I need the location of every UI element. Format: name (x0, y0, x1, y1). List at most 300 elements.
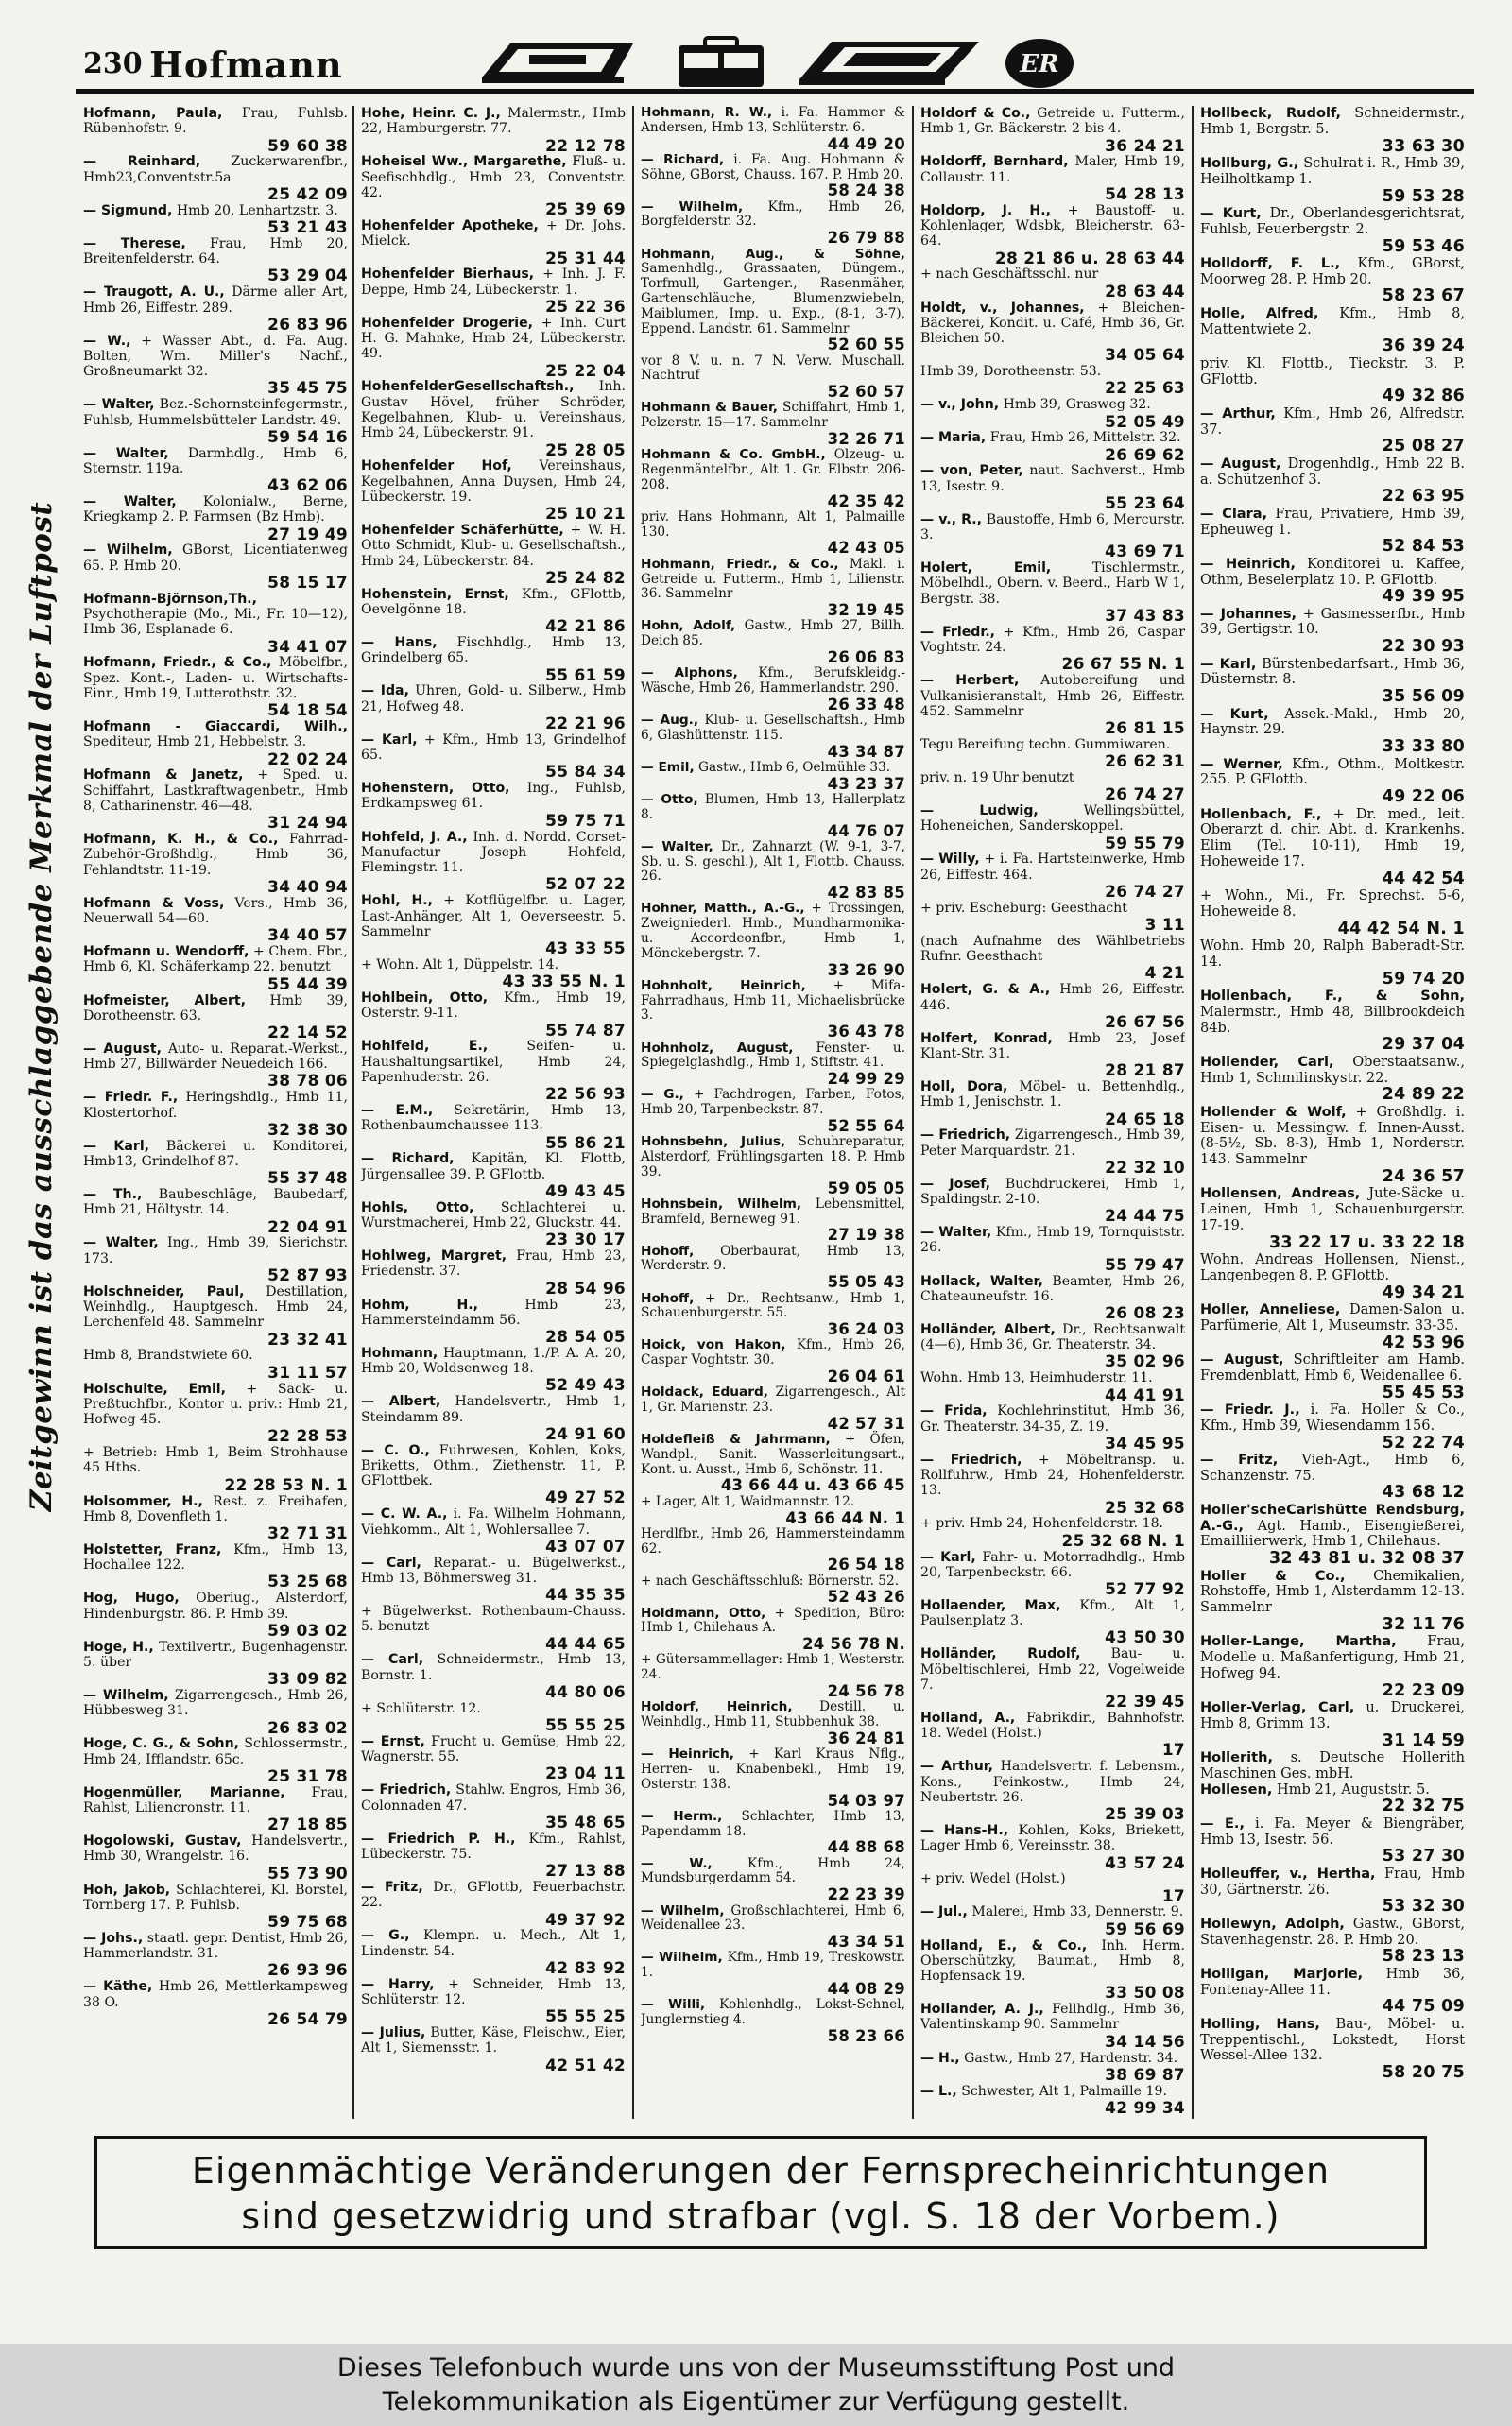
entry-phone: 22 23 09 (1382, 1680, 1465, 1700)
entry-name: — Aug., (641, 713, 699, 729)
entry-name: Holdmann, Otto, (641, 1605, 766, 1621)
entry-details: Handelsvertr., Hmb 30, Wrangelstr. 16. (83, 1833, 348, 1865)
directory-entry (1200, 206, 1465, 256)
entry-name: Hofmann-Björnson,Th., (83, 591, 257, 607)
directory-entry (1200, 1782, 1465, 1816)
entry-name: Hofmeister, Albert, (83, 992, 247, 1008)
directory-entry (641, 714, 905, 761)
notice-banner (94, 2136, 1427, 2249)
entry-name: Holsommer, H., (83, 1493, 203, 1509)
directory-entry (1200, 1252, 1465, 1302)
entry-phone: 42 83 85 (827, 884, 905, 903)
entry-details: Bez.-Schornsteinfegermstr., Fuhlsb, Hummelsbütteler Landstr. 49. (83, 397, 348, 428)
directory-entry (920, 2002, 1185, 2050)
entry-name: — Ludwig, (920, 803, 1039, 819)
entry-name: — Heinrich, (641, 1746, 734, 1763)
directory-entry (1200, 156, 1465, 206)
entry-details: + Bleichen-Bäckerei, Kondit. u. Café, Hmb 36, Gr. Bleichen 50. (920, 300, 1185, 347)
entry-phone: 33 33 80 (1382, 737, 1465, 757)
directory-entry (361, 1151, 626, 1199)
column-2 (361, 106, 626, 2119)
entry-phone: 25 32 68 N. 1 (1061, 1530, 1185, 1550)
entry-name: Hohnholt, Heinrich, (641, 977, 806, 993)
entry-phone: 52 49 43 (545, 1375, 626, 1395)
entry-name: — Reinhard, (83, 154, 201, 170)
entry-details: Möbelfbr., Spez. Kont.-, Laden- u. Wirtschafts-Einr., Hmb 19, Lutterothstr. 32. (83, 655, 348, 701)
entry-name: Hollewyn, Adolph, (1200, 1915, 1345, 1932)
entry-phone: 24 56 78 N. (802, 1635, 905, 1654)
entry-phone: 55 79 47 (1105, 1254, 1185, 1274)
entry-details: Handelsvertr., Hmb 1, Steindamm 89. (361, 1394, 626, 1425)
directory-entry (83, 1090, 348, 1138)
directory-entry (361, 316, 626, 380)
directory-entry (641, 1607, 905, 1654)
directory-entry (83, 1833, 348, 1882)
page-header (76, 36, 1474, 91)
directory-entry (920, 770, 1185, 803)
entry-phone: 42 51 42 (545, 2055, 626, 2074)
directory-entry (920, 1177, 1185, 1225)
entry-details: Jute-Säcke u. Leinen, Hmb 1, Schauenburgerstr. 17-19. (1200, 1185, 1465, 1233)
entry-details: vor 8 V. u. n. 7 N. Verw. Muschall. Nachtruf (641, 353, 905, 384)
entry-phone: 26 06 83 (827, 647, 905, 666)
entry-phone: 58 23 66 (827, 2026, 905, 2045)
entry-details: + Mifa-Fahrradhaus, Hmb 11, Michaelisbrücke 3. (641, 977, 905, 1024)
entry-phone: 59 74 20 (1382, 969, 1465, 989)
entry-phone: 54 03 97 (827, 1791, 905, 1810)
directory-entry (1200, 1453, 1465, 1503)
entry-details: Frau, Rahlst, Liliencronstr. 11. (83, 1784, 348, 1816)
entry-details: Hmb 26, Mettlerkampsweg 38 O. (83, 1979, 348, 2010)
entry-name: — von, Peter, (920, 463, 1023, 479)
entry-phone: 35 02 96 (1105, 1351, 1185, 1371)
entry-name: Holländer, Albert, (920, 1321, 1056, 1337)
entry-details: Frau, Privatiere, Hmb 39, Epheuweg 1. (1200, 505, 1465, 538)
entry-name: — Johs., (83, 1930, 144, 1946)
entry-phone: 42 21 86 (545, 616, 626, 636)
entry-phone: 26 93 96 (267, 1960, 348, 1980)
entry-details: + Chem. Fbr., Hmb 6, Kl. Schäferkamp 22. benutzt (83, 944, 348, 975)
entry-phone: 52 05 49 (1105, 411, 1185, 431)
entry-name: — Jul., (920, 1904, 968, 1920)
entry-name: — Heinrich, (1200, 555, 1296, 572)
entry-details: Hmb 20, Lenhartzstr. 3. (176, 202, 338, 218)
entry-name: — Arthur, (920, 1759, 994, 1775)
entry-phone: 31 14 59 (1382, 1730, 1465, 1750)
directory-entry (920, 1403, 1185, 1452)
entry-details: + Kfm., Hmb 26, Caspar Voghtstr. 24. (920, 624, 1185, 656)
directory-entry (361, 1782, 626, 1831)
directory-entry (361, 458, 626, 523)
directory-entry (83, 896, 348, 944)
entry-name: — August, (1200, 455, 1281, 472)
archive-footer (0, 2344, 1512, 2426)
directory-entry (920, 1225, 1185, 1273)
entry-name: — W., (83, 333, 131, 349)
directory-entry (920, 673, 1185, 737)
entry-phone: 44 44 65 (545, 1633, 626, 1653)
entry-details: Frau, Fuhlsb. Rübenhofstr. 9. (83, 106, 348, 137)
entry-phone: 44 41 91 (1105, 1385, 1185, 1404)
directory-entry (83, 1445, 348, 1493)
entry-details: Wohn. Hmb 13, Heimhuderstr. 11. (920, 1370, 1153, 1386)
directory-entry (361, 990, 626, 1039)
entry-phone: 59 53 28 (1382, 186, 1465, 206)
entry-details: Wohn. Andreas Hollensen, Nienst., Langenbegen 8. P. GFlottb. (1200, 1251, 1465, 1283)
entry-details: + Bügelwerkst. Rothenbaum-Chauss. 5. benutzt (361, 1604, 626, 1635)
directory-entry (83, 334, 348, 398)
directory-entry (641, 1747, 905, 1810)
entry-details: Dr., Zahnarzt (W. 9-1, 3-7, Sb. u. S. geschl.), Alt 1, Flottb. Chauss. 26. (641, 838, 905, 885)
entry-details: Heringshdlg., Hmb 11, Klostertorhof. (83, 1090, 348, 1121)
directory-entry (641, 106, 905, 153)
entry-name: Hohmann & Co. GmbH., (641, 447, 826, 463)
entry-phone: 24 65 18 (1105, 1109, 1185, 1128)
entry-details: Kfm., Hmb 19, Treskowstr. 1. (641, 1950, 905, 1981)
entry-name: — Willi, (641, 1997, 706, 2013)
entry-phone: 37 43 83 (1105, 606, 1185, 626)
entry-details: Bau- u. Möbeltischlerei, Hmb 22, Vogelweide 7. (920, 1646, 1185, 1693)
entry-name: Holl, Dora, (920, 1079, 1008, 1095)
directory-entry (641, 1338, 905, 1385)
directory-entry (920, 1938, 1185, 2003)
entry-phone: 36 43 78 (827, 1023, 905, 1041)
entry-name: Hohn, Adolf, (641, 618, 736, 634)
entry-phone: 43 68 12 (1382, 1483, 1465, 1503)
entry-details: Gastw., Hmb 6, Oelmühle 33. (698, 759, 891, 775)
entry-phone: 22 28 53 (267, 1426, 348, 1446)
entry-details: Kfm., Hmb 19, Osterstr. 9-11. (361, 989, 626, 1022)
entry-name: HohenfelderGesellschaftsh., (361, 379, 575, 395)
entry-details: i. Fa. Wilhelm Hohmann, Viehkomm., Alt 1, Wohlersallee 7. (361, 1506, 626, 1538)
column-divider (1192, 106, 1194, 2119)
directory-entry (920, 2084, 1185, 2117)
entry-phone: 55 45 53 (1382, 1383, 1465, 1402)
entry-details: Fahrrad-Zubehör-Großhdlg., Hmb 36, Fehlandtstr. 11-19. (83, 832, 348, 878)
entry-name: — H., (920, 2050, 960, 2066)
directory-entry (361, 106, 626, 154)
entry-details: Hmb 26, Eiffestr. 446. (920, 982, 1185, 1013)
directory-entry (920, 1598, 1185, 1646)
directory-entry (1200, 256, 1465, 306)
directory-entry (83, 1640, 348, 1688)
monogram-logo (1002, 36, 1077, 91)
entry-phone: 28 63 44 (1105, 281, 1185, 301)
directory-entry (1200, 1634, 1465, 1700)
entry-phone: 43 33 55 N. 1 (502, 972, 626, 991)
entry-details: Baustoffe, Hmb 6, Mercurstr. 3. (920, 511, 1185, 543)
entry-details: Seifen- u. Haushaltungsartikel, Hmb 24, Papenhuderstr. 26. (361, 1039, 626, 1085)
entry-details: Klub- u. Gesellschaftsh., Hmb 6, Glashüttenstr. 115. (641, 713, 905, 743)
directory-entry (641, 1088, 905, 1135)
directory-entry (1200, 707, 1465, 757)
directory-entry (1200, 557, 1465, 607)
entry-details: i. Fa. Meyer & Biengräber, Hmb 13, Isestr. 56. (1200, 1815, 1465, 1848)
entry-name: Hohoff, (641, 1243, 695, 1259)
entry-name: — Albert, (361, 1394, 441, 1410)
entry-details: Uhren, Gold- u. Silberw., Hmb 21, Hofweg 48. (361, 683, 626, 714)
entry-name: — Wilhelm, (641, 198, 744, 215)
entry-phone: 44 42 54 N. 1 (1337, 919, 1465, 938)
entry-phone: 52 84 53 (1382, 537, 1465, 557)
entry-phone: 49 43 45 (545, 1180, 626, 1200)
directory-entry (920, 901, 1185, 934)
entry-details: + Dr. med., leit. Oberarzt d. chir. Abt. d. Krankenhs. Elim (Tel. 10-11), Hmb 19, Hoheweide 17. (1200, 805, 1465, 869)
entry-name: Hohmann, Friedr., & Co., (641, 556, 839, 572)
directory-entry (1200, 1402, 1465, 1453)
entry-name: Hofmann u. Wendorff, (83, 944, 249, 960)
entry-name: — Walter, (83, 397, 155, 413)
entry-details: Samenhdlg., Grassaaten, Düngem., Torfmull, Gartenger., Rasenmäher, Gartenschläuche, Blumenzwiebeln, Maiblumen, Imp. u. Exp., (8-1, 3-7), Eppend. Landstr. 61. Sammelnr (641, 261, 905, 336)
directory-entry (83, 1348, 348, 1381)
sidebar-slogan (13, 284, 70, 1729)
entry-phone: 43 07 07 (545, 1536, 626, 1556)
entry-phone: 59 05 05 (827, 1179, 905, 1197)
directory-entry (641, 1700, 905, 1747)
entry-details: Stahlw. Engros, Hmb 36, Colonnaden 47. (361, 1782, 626, 1814)
entry-phone: 36 24 21 (1105, 135, 1185, 155)
entry-name: Hog, Hugo, (83, 1591, 180, 1607)
entry-phone: 25 22 04 (545, 360, 626, 380)
directory-entry (920, 1079, 1185, 1127)
entry-phone: 34 45 95 (1105, 1433, 1185, 1453)
entry-phone: 49 27 52 (545, 1488, 626, 1507)
entry-name: Hollander, A. J., (920, 2002, 1044, 2018)
entry-phone: 59 75 71 (545, 810, 626, 830)
directory-entry (920, 301, 1185, 365)
svg-text:ER: ER (1020, 50, 1059, 78)
directory-entry (361, 1928, 626, 1976)
entry-name: Hoge, H., (83, 1639, 154, 1655)
entry-name: — Käthe, (83, 1979, 153, 1995)
entry-name: Holleuffer, v., Hertha, (1200, 1865, 1376, 1882)
entry-phone: 25 08 27 (1382, 437, 1465, 456)
entry-name: — Clara, (1200, 505, 1268, 522)
entry-name: Hofmann & Janetz, (83, 767, 244, 783)
entry-details: Gastw., Hmb 27, Billh. Deich 85. (641, 618, 905, 649)
entry-details: Inh. Gustav Hövel, früher Schröder, Kegelbahnen, Klub- u. Vereinshaus, Hmb 24, Lübeckerstr. 91. (361, 379, 626, 441)
entry-details: Kfm., Rahlst, Lübeckerstr. 75. (361, 1831, 626, 1862)
entry-phone: 23 32 41 (267, 1329, 348, 1349)
entry-name: Hohlfeld, E., (361, 1039, 489, 1055)
directory-entry (1200, 456, 1465, 507)
directory-entry (83, 1736, 348, 1784)
entry-details: Schneidermstr., Hmb 1, Bergstr. 5. (1200, 106, 1465, 137)
entry-name: Holdefleiß & Jahrmann, (641, 1432, 831, 1448)
entry-details: + Wohn. Alt 1, Düppelstr. 14. (361, 956, 559, 972)
entry-details: Kfm., Berufskleidg.-Wäsche, Hmb 26, Hammerlandstr. 290. (641, 665, 905, 697)
entry-phone: 28 21 86 u. 28 63 44 (994, 248, 1185, 267)
entry-details: Zigarrengesch., Hmb 39, Peter Marquardstr. 21. (920, 1127, 1185, 1159)
entry-phone: 32 38 30 (267, 1119, 348, 1139)
directory-entry (641, 902, 905, 978)
entry-details: + Kfm., Hmb 13, Grindelhof 65. (361, 731, 626, 764)
column-3 (641, 106, 905, 2119)
entry-name: Hollenbach, F., & Sohn, (1200, 988, 1465, 1005)
entry-name: — Maria, (920, 430, 987, 446)
entry-name: Hohlbein, Otto, (361, 989, 489, 1006)
entry-details: Schlachterei, Kl. Borstel, Tornberg 17. P. Fuhlsb. (83, 1882, 348, 1913)
directory-entry (641, 1433, 905, 1495)
entry-name: Holstetter, Franz, (83, 1541, 222, 1557)
entry-name: Holdorf & Co., (920, 106, 1031, 121)
entry-name: — Karl, (1200, 655, 1257, 672)
directory-entry (361, 1394, 626, 1442)
entry-phone: 55 86 21 (545, 1132, 626, 1152)
entry-details: Großschlachterei, Hmb 6, Weidenallee 23. (641, 1902, 905, 1934)
entry-name: — Walter, (641, 838, 713, 854)
directory-columns (83, 106, 1470, 2126)
entry-details: Drogenhdlg., Hmb 22 B. a. Schützenhof 3. (1200, 455, 1465, 488)
entry-name: Hohls, Otto, (361, 1199, 474, 1215)
entry-name: — Friedr., (920, 624, 996, 640)
directory-entry (83, 1041, 348, 1090)
entry-name: — Arthur, (1200, 404, 1276, 422)
entry-details: + nach Geschäftsschl. nur (920, 267, 1099, 283)
column-5 (1200, 106, 1465, 2119)
entry-details: Getreide u. Futterm., Hmb 1, Gr. Bäckerstr. 2 bis 4. (920, 106, 1185, 137)
entry-name: Hogolowski, Gustav, (83, 1833, 242, 1850)
directory-entry (1200, 1967, 1465, 2017)
entry-name: Holler-Verlag, Carl, (1200, 1699, 1355, 1716)
directory-entry (361, 893, 626, 957)
entry-name: Hohenstein, Ernst, (361, 586, 509, 602)
directory-entry (1200, 888, 1465, 938)
directory-entry (641, 1857, 905, 1904)
entry-phone: 23 04 11 (545, 1764, 626, 1783)
directory-entry (361, 635, 626, 683)
directory-entry (641, 1653, 905, 1700)
entry-details: + Lager, Alt 1, Waidmannstr. 12. (641, 1493, 855, 1509)
entry-name: Holert, Emil, (920, 560, 1052, 576)
entry-name: — W., (641, 1855, 713, 1871)
entry-name: — E., (1200, 1815, 1245, 1832)
entry-name: — Walter, (920, 1225, 992, 1241)
directory-entry (641, 1574, 905, 1607)
entry-phone: 25 32 68 (1105, 1497, 1185, 1517)
entry-phone: 26 74 27 (1105, 784, 1185, 804)
entry-name: — Richard, (641, 151, 725, 167)
entry-phone: 4 21 (1144, 963, 1185, 983)
directory-entry (641, 401, 905, 448)
entry-phone: 44 76 07 (827, 821, 905, 840)
entry-details: Kfm., Hmb 19, Tornquiststr. 26. (920, 1225, 1185, 1256)
entry-phone: 29 37 04 (1382, 1035, 1465, 1055)
entry-name: — Fritz, (361, 1880, 423, 1895)
directory-entry (1200, 1503, 1465, 1569)
entry-name: Holschulte, Emil, (83, 1381, 227, 1397)
entry-details: Wohn. Hmb 20, Ralph Baberadt-Str. 14. (1200, 938, 1465, 970)
directory-entry (641, 558, 905, 620)
directory-entry (920, 1322, 1185, 1370)
entry-name: Hollensen, Andreas, (1200, 1185, 1361, 1202)
entry-phone: 59 53 46 (1382, 236, 1465, 256)
directory-entry (83, 203, 348, 236)
entry-details: Kolonialw., Berne, Kriegkamp 2. P. Farmsen (Bz Hmb). (83, 494, 348, 525)
entry-phone: 36 39 24 (1382, 336, 1465, 356)
entry-details: Möbel- u. Bettenhdlg., Hmb 1, Jenischstr. 1. (920, 1079, 1185, 1110)
entry-details: Dr., GFlottb, Feuerbachstr. 22. (361, 1880, 626, 1911)
entry-details: Frau, Hmb 30, Gärtnerstr. 26. (1200, 1865, 1465, 1898)
entry-name: — Karl, (361, 731, 418, 748)
entry-phone: 33 50 08 (1105, 1983, 1185, 2003)
entry-name: — Ernst, (361, 1733, 425, 1749)
entry-details: Kochlehrinstitut, Hmb 36, Gr. Theaterstr. 34-35, Z. 19. (920, 1403, 1185, 1435)
entry-phone: 34 40 94 (267, 876, 348, 896)
directory-entry (641, 1951, 905, 1998)
entry-phone: 32 43 81 u. 32 08 37 (1268, 1549, 1465, 1569)
entry-name: Holert, G. & A., (920, 982, 1051, 998)
directory-entry (1200, 306, 1465, 356)
entry-name: Hollender & Wolf, (1200, 1103, 1347, 1120)
entry-name: — G., (641, 1087, 684, 1103)
entry-phone: 26 33 48 (827, 695, 905, 714)
directory-entry (361, 957, 626, 990)
entry-name: — Hans, (361, 635, 438, 651)
entry-phone: 44 35 35 (545, 1585, 626, 1605)
directory-entry (361, 1346, 626, 1394)
entry-details: Hmb 21, Auguststr. 5. (1277, 1781, 1430, 1798)
directory-entry (83, 592, 348, 656)
entry-phone: 28 54 05 (545, 1327, 626, 1347)
entry-phone: 22 02 24 (267, 748, 348, 768)
entry-phone: 58 24 38 (827, 181, 905, 200)
entry-phone: 3 11 (1144, 915, 1185, 935)
directory-entry (1200, 1302, 1465, 1352)
entry-name: Hollender, Carl, (1200, 1053, 1334, 1070)
directory-entry (641, 619, 905, 666)
entry-phone: 25 39 03 (1105, 1804, 1185, 1824)
entry-phone: 26 79 88 (827, 229, 905, 248)
entry-phone: 25 42 09 (267, 183, 348, 203)
entry-phone: 55 55 25 (545, 2006, 626, 2026)
entry-name: — Friedrich P. H., (361, 1831, 516, 1847)
entry-phone: 24 91 60 (545, 1423, 626, 1443)
entry-name: — Friedrich, (361, 1782, 452, 1798)
entry-phone: 26 67 56 (1105, 1011, 1185, 1031)
directory-entry (641, 1292, 905, 1339)
entry-details: + Spedition, Büro: Hmb 1, Chilehaus A. (641, 1605, 905, 1636)
entry-name: Hohmann, (361, 1345, 438, 1361)
entry-name: Holdorf, Heinrich, (641, 1699, 793, 1715)
entry-phone: 36 24 81 (827, 1729, 905, 1747)
directory-entry (83, 1883, 348, 1931)
entry-details: Frau, Hmb 23, Friedenstr. 37. (361, 1248, 626, 1280)
entry-details: + Fachdrogen, Farben, Fotos, Hmb 20, Tarpenbeckstr. 87. (641, 1087, 905, 1118)
entry-name: — E.M., (361, 1103, 434, 1118)
entry-name: Hohenstern, Otto, (361, 781, 510, 797)
entry-details: Destillation, Weinhdlg., Hauptgesch. Hmb 24, Lerchenfeld 48. Sammelnr (83, 1283, 348, 1331)
entry-name: — G., (361, 1928, 410, 1944)
entry-details: Autobereifung und Vulkanisieranstalt, Hmb 26, Eiffestr. 452. Sammelnr (920, 673, 1185, 719)
entry-details: + Öfen, Wandpl., Sanit. Wasserleitungsart., Kont. u. Ausst., Hmb 6, Schönstr. 11. (641, 1432, 905, 1477)
directory-entry (920, 512, 1185, 560)
entry-details: + Inh. J. F. Deppe, Hmb 24, Lübeckerstr. 1. (361, 267, 626, 298)
entry-phone: 52 87 93 (267, 1265, 348, 1284)
entry-name: — C. O., (361, 1442, 430, 1458)
entry-phone: 26 54 79 (267, 2008, 348, 2028)
directory-entry (641, 1527, 905, 1574)
entry-name: — Friedr. F., (83, 1090, 179, 1106)
entry-name: Hoh, Jakob, (83, 1882, 171, 1898)
column-divider (632, 106, 634, 2119)
entry-phone: 34 05 64 (1105, 345, 1185, 365)
directory-entry (641, 1904, 905, 1952)
entry-phone: 55 44 39 (267, 973, 348, 993)
entry-name: Hohfeld, J. A., (361, 829, 468, 845)
entry-details: Herdlfbr., Hmb 26, Hammersteindamm 62. (641, 1525, 905, 1557)
entry-phone: 43 57 24 (1105, 1852, 1185, 1872)
